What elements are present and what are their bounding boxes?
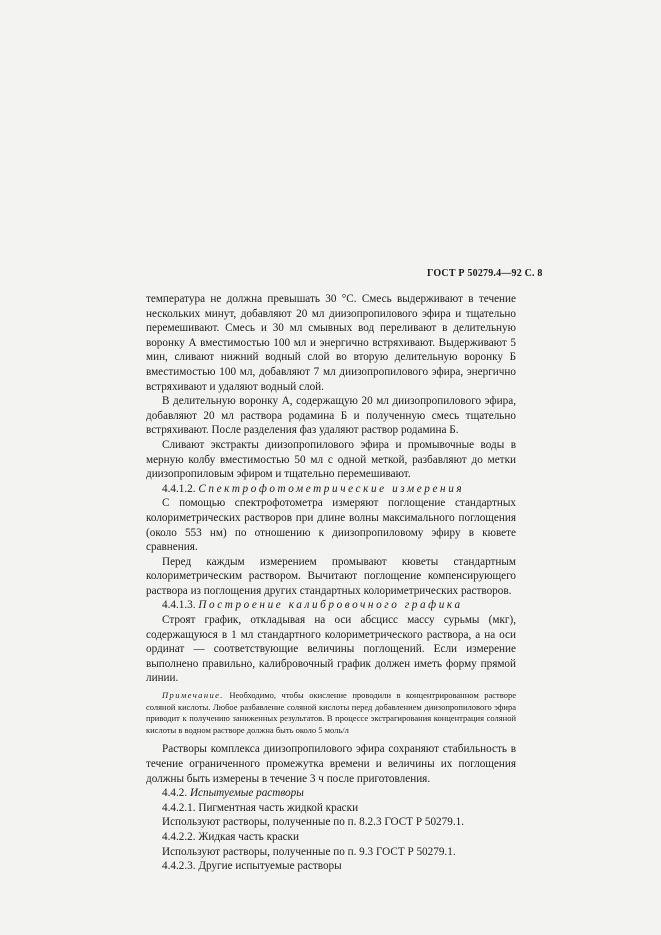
heading-title: Построение калибровочного графика [198, 599, 463, 612]
heading-4-4-1-2 [146, 482, 516, 497]
note-label: Примечание. [162, 690, 224, 701]
paragraph-stability: Растворы комплекса диизопропилового эфира сохраняют стабильность в течение ограниченного промежутка времени и величины их поглощения должны быть измерены в течение 3 ч после приготовления. [146, 743, 516, 785]
paragraph-extracts: Сливают экстракты диизопропилового эфира и промывочные воды в мерную колбу вместимостью 50 мл с одной меткой, разбавляют до метки диизопропиловым эфиром и тщательно перемешивают. [146, 438, 516, 481]
document-body [146, 292, 516, 874]
note [146, 690, 516, 736]
heading-4-4-2-2: 4.4.2.2. Жидкая часть краски [162, 830, 299, 843]
heading-title: Испытуемые растворы [189, 787, 304, 800]
paragraph-graph: Строят график, откладывая на оси абсцисс массу сурьмы (мкг), содержащуюся в 1 мл стандартного колориметрического раствора, а на оси ординат — соответствующие величины поглощений. Если измерение выполнено правильно, калибровочный график должен иметь форму прямой линии. [146, 614, 516, 685]
heading-number: 4.4.1.2. [162, 482, 196, 495]
page-header: ГОСТ Р 50279.4—92 С. 8 [427, 268, 543, 279]
paragraph-liquid-solutions: Используют растворы, полученные по п. 9.3 ГОСТ Р 50279.1. [162, 845, 456, 858]
heading-title: Спектрофотометрические измерения [198, 482, 465, 495]
heading-4-4-2-3: 4.4.2.3. Другие испытуемые растворы [162, 860, 342, 873]
heading-4-4-2-1: 4.4.2.1. Пигментная часть жидкой краски [162, 801, 359, 814]
note-text: Необходимо, чтобы окисление проводили в концентрированном растворе соляной кислоты. Любое разбавление соляной кислоты перед добавлением диизопропилового эфира приводит к получению заниженных результатов. В процессе экстрагирования концентрация соляной кислоты в водном растворе должна быть около 5 моль/л [146, 690, 516, 735]
heading-4-4-2 [146, 786, 516, 801]
heading-number: 4.4.2. [162, 787, 188, 800]
heading-4-4-1-3 [146, 598, 516, 613]
paragraph-cuvettes: Перед каждым измерением промывают кюветы стандартным колориметрическим раствором. Вычитают поглощение компенсирующего раствора из поглощения других стандартных колориметрических растворов. [146, 555, 516, 597]
paragraph-pigment-solutions: Используют растворы, полученные по п. 8.2.3 ГОСТ Р 50279.1. [162, 816, 465, 829]
paragraph-temperature: температура не должна превышать 30 °С. Смесь выдерживают в течение нескольких минут, добавляют 20 мл диизопропилового эфира и тщательно перемешивают. Смесь и 30 мл смывных вод переливают в делительную воронку А вместимостью 100 мл и энергично встряхивают. Выдерживают 5 мин, сливают нижний водный слой во вторую делительную воронку Б вместимостью 100 мл, добавляют 7 мл диизопропилового эфира, энергично встряхивают и удаляют водный слой. [146, 293, 516, 393]
paragraph-spectrophotometer: С помощью спектрофотометра измеряют поглощение стандартных колориметрических растворов при длине волны максимального поглощения (около 553 нм) по отношению к диизопропиловому эфиру в кювете сравнения. [146, 497, 516, 554]
paragraph-funnel-a: В делительную воронку А, содержащую 20 мл диизопропилового эфира, добавляют 20 мл раствора родамина Б и полученную смесь тщательно встряхивают. После разделения фаз удаляют раствор родамина Б. [146, 395, 516, 437]
heading-number: 4.4.1.3. [162, 599, 196, 612]
